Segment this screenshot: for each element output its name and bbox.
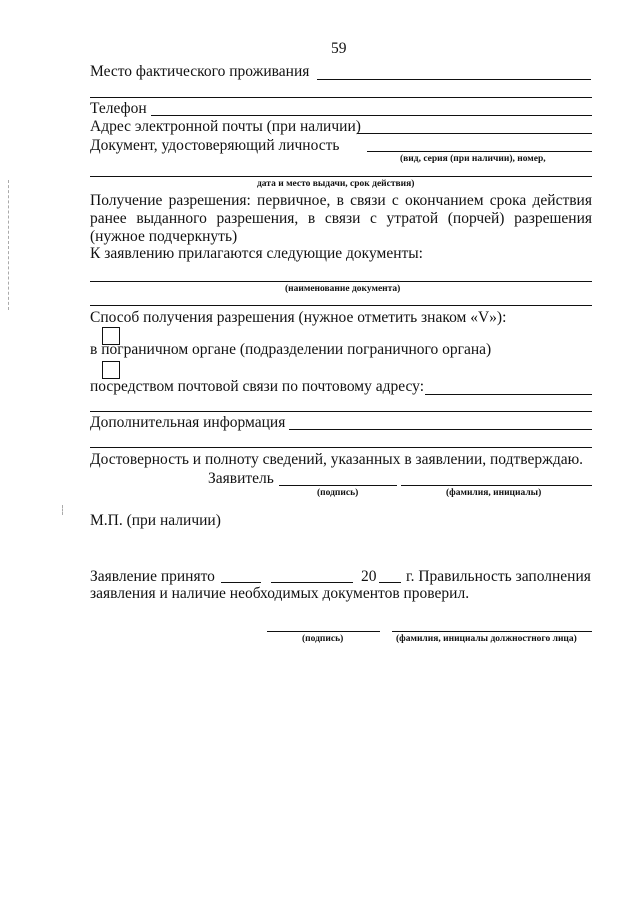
confirmation-text: Достоверность и полноту сведений, указанных в заявлении, подтверждаю. xyxy=(90,451,584,468)
post-delivery-option-label: посредством почтовой связи по почтовому адресу: xyxy=(90,378,425,395)
applicant-signature-hint: (подпись) xyxy=(317,488,359,498)
official-name-line[interactable] xyxy=(392,631,592,632)
additional-info-input-line-2[interactable] xyxy=(90,447,592,448)
applicant-name-line[interactable] xyxy=(401,485,592,486)
attachments-input-line-2[interactable] xyxy=(90,305,592,306)
applicant-signature-line[interactable] xyxy=(279,485,397,486)
permit-type-note: (нужное подчеркнуть) xyxy=(90,228,238,245)
permit-type-line-2: ранее выданного разрешения, в связи с утратой (порчей) разрешения xyxy=(90,210,592,227)
phone-input-line[interactable] xyxy=(151,115,592,116)
page-number: 59 xyxy=(331,40,347,57)
acceptance-month-line[interactable] xyxy=(271,582,353,583)
additional-info-label: Дополнительная информация xyxy=(90,414,286,431)
acceptance-day-line[interactable] xyxy=(221,582,261,583)
post-delivery-checkbox[interactable] xyxy=(102,361,120,379)
id-document-input-line[interactable] xyxy=(367,151,592,152)
acceptance-year-prefix: 20 xyxy=(361,568,377,585)
scan-dot-mark xyxy=(62,505,63,515)
email-label: Адрес электронной почты (при наличии) xyxy=(90,118,361,135)
id-document-hint-2: дата и место выдачи, срок действия) xyxy=(257,179,415,189)
email-input-line[interactable] xyxy=(357,133,592,134)
residence-input-line[interactable] xyxy=(317,79,591,80)
residence-input-line-2[interactable] xyxy=(90,97,592,98)
acceptance-check-text: г. Правильность заполнения xyxy=(406,568,591,585)
id-document-label: Документ, удостоверяющий личность xyxy=(90,137,340,154)
seal-label: М.П. (при наличии) xyxy=(90,512,221,529)
acceptance-line-2: заявления и наличие необходимых документов проверил. xyxy=(90,585,470,602)
additional-info-input-line[interactable] xyxy=(289,429,592,430)
acceptance-label: Заявление принято xyxy=(90,568,215,585)
postal-address-input-line[interactable] xyxy=(425,394,592,395)
permit-type-line-1: Получение разрешения: первичное, в связи с окончанием срока действия xyxy=(90,192,592,209)
id-document-hint-1: (вид, серия (при наличии), номер, xyxy=(400,154,546,164)
official-signature-hint: (подпись) xyxy=(302,634,344,644)
scan-edge-mark xyxy=(8,180,9,310)
attachments-hint: (наименование документа) xyxy=(285,284,401,294)
border-office-option-label: в пограничном органе (подразделении пограничного органа) xyxy=(90,341,492,358)
residence-label: Место фактического проживания xyxy=(90,63,310,80)
acceptance-year-line[interactable] xyxy=(379,582,401,583)
attachments-label: К заявлению прилагаются следующие документы: xyxy=(90,245,423,262)
attachments-input-line[interactable] xyxy=(90,281,592,282)
method-label: Способ получения разрешения (нужное отметить знаком «V»): xyxy=(90,309,507,326)
official-signature-line[interactable] xyxy=(267,631,380,632)
phone-label: Телефон xyxy=(90,100,147,117)
applicant-label: Заявитель xyxy=(208,470,274,487)
id-document-input-line-2[interactable] xyxy=(90,176,592,177)
applicant-name-hint: (фамилия, инициалы) xyxy=(446,488,542,498)
postal-address-input-line-2[interactable] xyxy=(90,411,592,412)
official-name-hint: (фамилия, инициалы должностного лица) xyxy=(396,634,577,644)
